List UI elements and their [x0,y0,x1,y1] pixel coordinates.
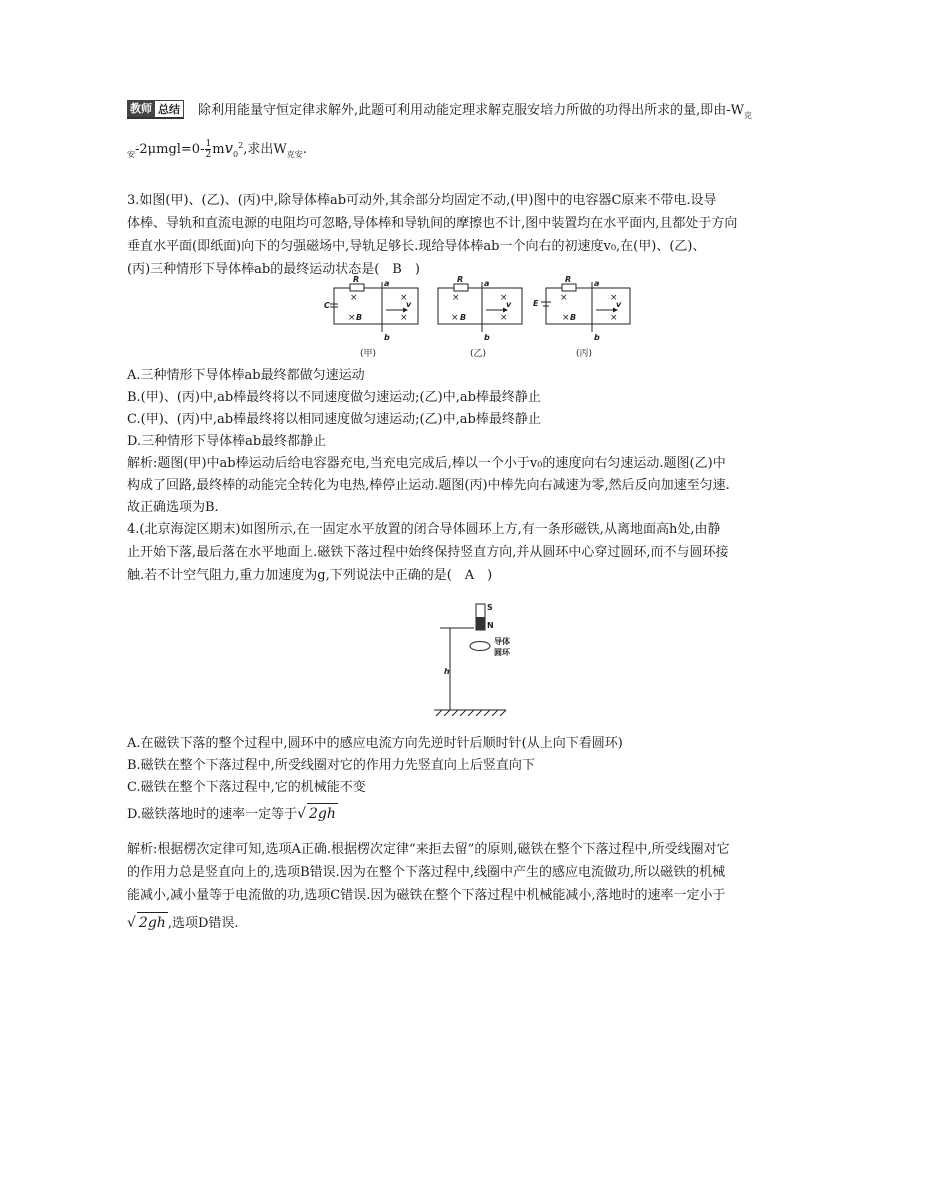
summary-text-2: -2μmgl=0- [135,142,205,157]
summary-sub-an: 安 [127,150,135,159]
summary-text-3: ,求出W [243,142,287,157]
q3-line-3: 垂直水平面(即纸面)向下的匀强磁场中,导轨足够长.现给导体棒ab一个向右的初速度v₀,在(甲)、(乙)、 [127,239,706,254]
resistor-2 [454,284,468,291]
label-a-1: a [384,279,390,288]
label-n-pole: N [487,621,494,630]
badge-label-summary: 总结 [155,100,184,118]
q3-option-d: D.三种情形下导体棒ab最终都静止 [127,434,327,449]
magnet-n-pole [476,617,485,630]
label-a-2: a [484,279,490,288]
summary-line-2 [127,138,307,161]
q4-analysis-end: ,选项D错误. [167,916,239,931]
summary-sub-kean: 克安 [286,150,303,159]
cross-1d: × [400,313,408,323]
q4-analysis-2: 的作用力总是竖直向上的,选项B错误.因为在整个下落过程中,线圈中产生的感应电流做功,所以磁铁的机械 [127,865,726,880]
label-e-3: E [533,299,539,308]
label-h: h [444,667,450,676]
q4-option-c: C.磁铁在整个下落过程中,它的机械能不变 [127,780,366,795]
q3-line-1: 3.如图(甲)、(乙)、(丙)中,除导体棒ab可动外,其余部分均固定不动,(甲)图中的电容器C原来不带电.设导 [127,193,717,208]
q4-option-d [127,803,338,825]
q4-line-2: 止开始下落,最后落在水平地面上.磁铁下落过程中始终保持竖直方向,并从圆环中心穿过圆环,而不与圆环接 [127,545,729,560]
caption-bing: (丙) [576,349,593,359]
sqrt-radicand: 2gh [307,803,338,824]
cross-1a: × [350,293,358,303]
q3-line-2: 体棒、导轨和直流电源的电阻均可忽略,导体棒和导轨间的摩擦也不计,图中装置均在水平面内,且都处于方向 [127,216,738,231]
summary-line-1 [198,101,752,122]
label-ring-2: 圆环 [494,648,510,657]
q3-circuit-diagrams [320,276,640,360]
sqrt-2gh-analysis: √ 2gh [127,912,168,933]
label-v0-2: v [506,300,512,309]
summary-end: . [302,142,307,157]
q3-option-a: A.三种情形下导体棒ab最终都做匀速运动 [127,368,365,383]
label-r-3: R [565,276,572,284]
resistor-3 [562,284,576,291]
summary-fraction [205,139,211,160]
q4-option-b: B.磁铁在整个下落过程中,所受线圈对它的作用力先竖直向上后竖直向下 [127,758,535,773]
cross-2d: × [500,313,508,323]
fraction-numerator: 1 [205,139,212,149]
label-b-3: b [594,333,600,342]
conductor-ring [470,642,490,651]
q3-analysis-1: 解析:题图(甲)中ab棒运动后给电容器充电,当充电完成后,棒以一个小于v₀的速度向右匀速运动.题图(乙)中 [127,456,726,471]
caption-yi: (乙) [470,349,487,359]
label-s-pole: S [487,603,493,612]
cross-3d: × [610,313,618,323]
q4-line-3: 触.若不计空气阻力,重力加速度为g,下列说法中正确的是( A ) [127,568,493,583]
cross-2c: × [451,313,459,323]
ground-hatch [436,710,506,716]
q3-line-4: (丙)三种情形下导体棒ab的最终运动状态是( B ) [127,262,420,277]
summary-m: m [212,142,225,157]
q4-option-a: A.在磁铁下落的整个过程中,圆环中的感应电流方向先逆时针后顺时针(从上向下看圆环) [127,736,623,751]
label-c-1: C [324,301,330,310]
q4-line-1: 4.(北京海淀区期末)如图所示,在一固定水平放置的闭合导体圆环上方,有一条形磁铁,从离地面高h处,由静 [127,522,721,537]
caption-jia: (甲) [360,349,377,359]
label-a-3: a [594,279,600,288]
q3-option-c: C.(甲)、(丙)中,ab棒最终将以相同速度做匀速运动;(乙)中,ab棒最终静止 [127,412,541,427]
label-r-2: R [457,276,464,284]
resistor-1 [350,284,364,291]
label-bfield-2: B [460,313,467,322]
summary-v: v [224,139,234,157]
q3-analysis-3: 故正确选项为B. [127,500,219,515]
q4-analysis-3: 能减小,减小量等于电流做的功,选项C错误.因为磁铁在整个下落过程中机械能减小,落地时的速率一定小于 [127,888,726,903]
summary-sup: 2 [238,141,244,150]
label-r-1: R [353,276,360,284]
cross-3b: × [610,293,618,303]
sqrt-2gh: √ 2gh [297,803,338,824]
teacher-summary-badge [127,100,184,119]
q4-analysis-4 [127,912,239,934]
summary-sub-1: 克 [744,111,753,120]
label-v0-3: v [616,300,622,309]
fraction-denominator: 2 [205,150,212,160]
q3-analysis-2: 构成了回路,最终棒的动能完全转化为电热,棒停止运动.题图(丙)中棒先向右减速为零,然后反向加速至匀速. [127,478,730,493]
cross-1b: × [400,293,408,303]
label-bfield-3: B [570,313,577,322]
q4-option-d-text: D.磁铁落地时的速率一定等于 [127,807,298,822]
badge-label-teacher: 教师 [127,100,155,117]
summary-text-1: 除利用能量守恒定律求解外,此题可利用动能定理求解克服安培力所做的功得出所求的量,即由-W [198,103,745,118]
q4-magnet-diagram [428,598,538,718]
label-bfield-1: B [356,313,363,322]
sqrt-radicand-analysis: 2gh [137,912,168,933]
summary-v-sub: 0 [233,150,239,159]
cross-2b: × [500,293,508,303]
label-v0-1: v [406,300,412,309]
cross-2a: × [452,293,460,303]
cross-3a: × [560,293,568,303]
label-b-2: b [484,333,490,342]
label-b-1: b [384,333,390,342]
cross-1c: × [348,313,356,323]
label-ring-1: 导体 [494,637,510,646]
cross-3c: × [562,313,570,323]
q4-analysis-1: 解析:根据楞次定律可知,选项A正确.根据楞次定律“来拒去留”的原则,磁铁在整个下落过程中,所受线圈对它 [127,842,730,857]
q3-option-b: B.(甲)、(丙)中,ab棒最终将以不同速度做匀速运动;(乙)中,ab棒最终静止 [127,390,541,405]
